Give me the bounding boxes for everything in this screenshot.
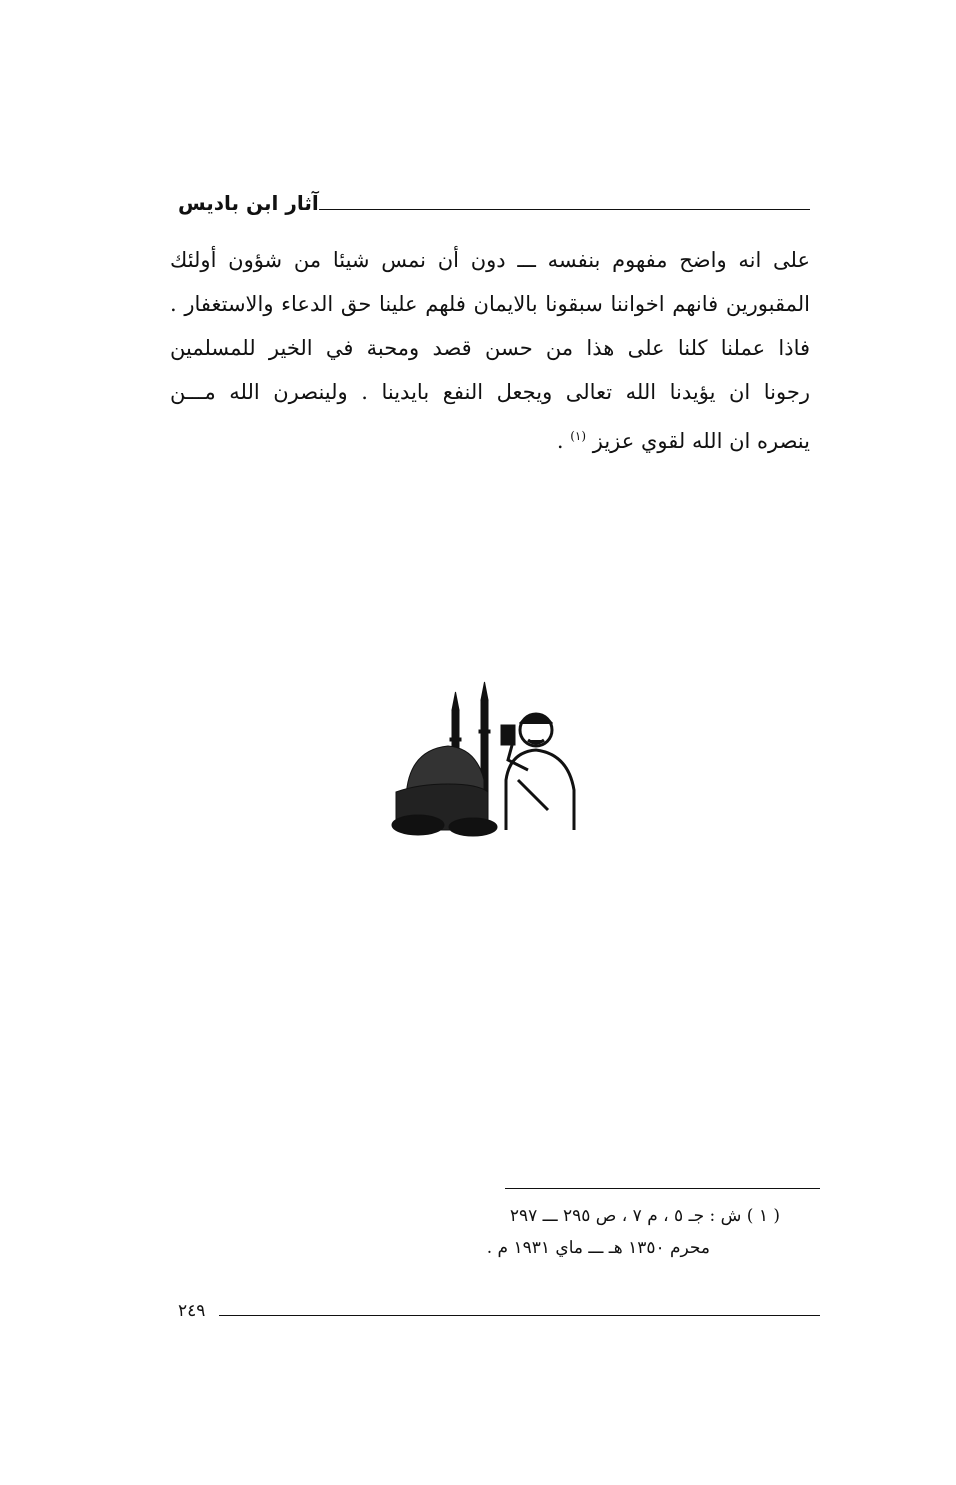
text-line: المقبورين فانهم اخواننا سبقونا بالايمان فلهم علينا حق الدعاء والاستغفار . bbox=[170, 292, 810, 316]
body-paragraph bbox=[170, 238, 810, 463]
page-number: ٢٤٩ bbox=[178, 1301, 206, 1321]
mosque-vignette-illustration bbox=[388, 680, 588, 840]
text-line: فاذا عملنا كلنا على هذا من حسن قصد ومحبة في الخير للمسلمين bbox=[170, 336, 810, 360]
text-line: رجونا ان يؤيدنا الله تعالى ويجعل النفع بايدينا . ولينصرن الله مـــن bbox=[170, 380, 810, 404]
footnote-marker: (١) bbox=[570, 429, 587, 443]
page-footer bbox=[178, 1292, 820, 1322]
man-figure bbox=[502, 714, 574, 830]
minaret-right-spire bbox=[481, 682, 488, 700]
footer-rule bbox=[219, 1315, 820, 1316]
footnote bbox=[370, 1200, 780, 1264]
header-rule bbox=[319, 209, 810, 210]
running-header bbox=[170, 180, 810, 216]
end-mark: . bbox=[556, 429, 564, 453]
footnote-line: محرم ١٣٥٠ هـ ـــ ماي ١٩٣١ م . bbox=[486, 1238, 710, 1258]
text-line-last bbox=[170, 414, 810, 463]
footnote-separator bbox=[505, 1188, 820, 1189]
footnote-line: ( ١ ) ش : جـ ٥ ، م ٧ ، ص ٢٩٥ ـــ ٢٩٧ bbox=[509, 1206, 780, 1226]
minaret-left-spire bbox=[452, 692, 459, 710]
book-title: آثار ابن باديس bbox=[178, 191, 319, 215]
text-line: على انه واضح مفهوم بنفسه ـــ دون أن نمس شيئا من شؤون أولئك bbox=[170, 248, 810, 272]
text-line: ينصره ان الله لقوي عزيز bbox=[592, 429, 810, 453]
